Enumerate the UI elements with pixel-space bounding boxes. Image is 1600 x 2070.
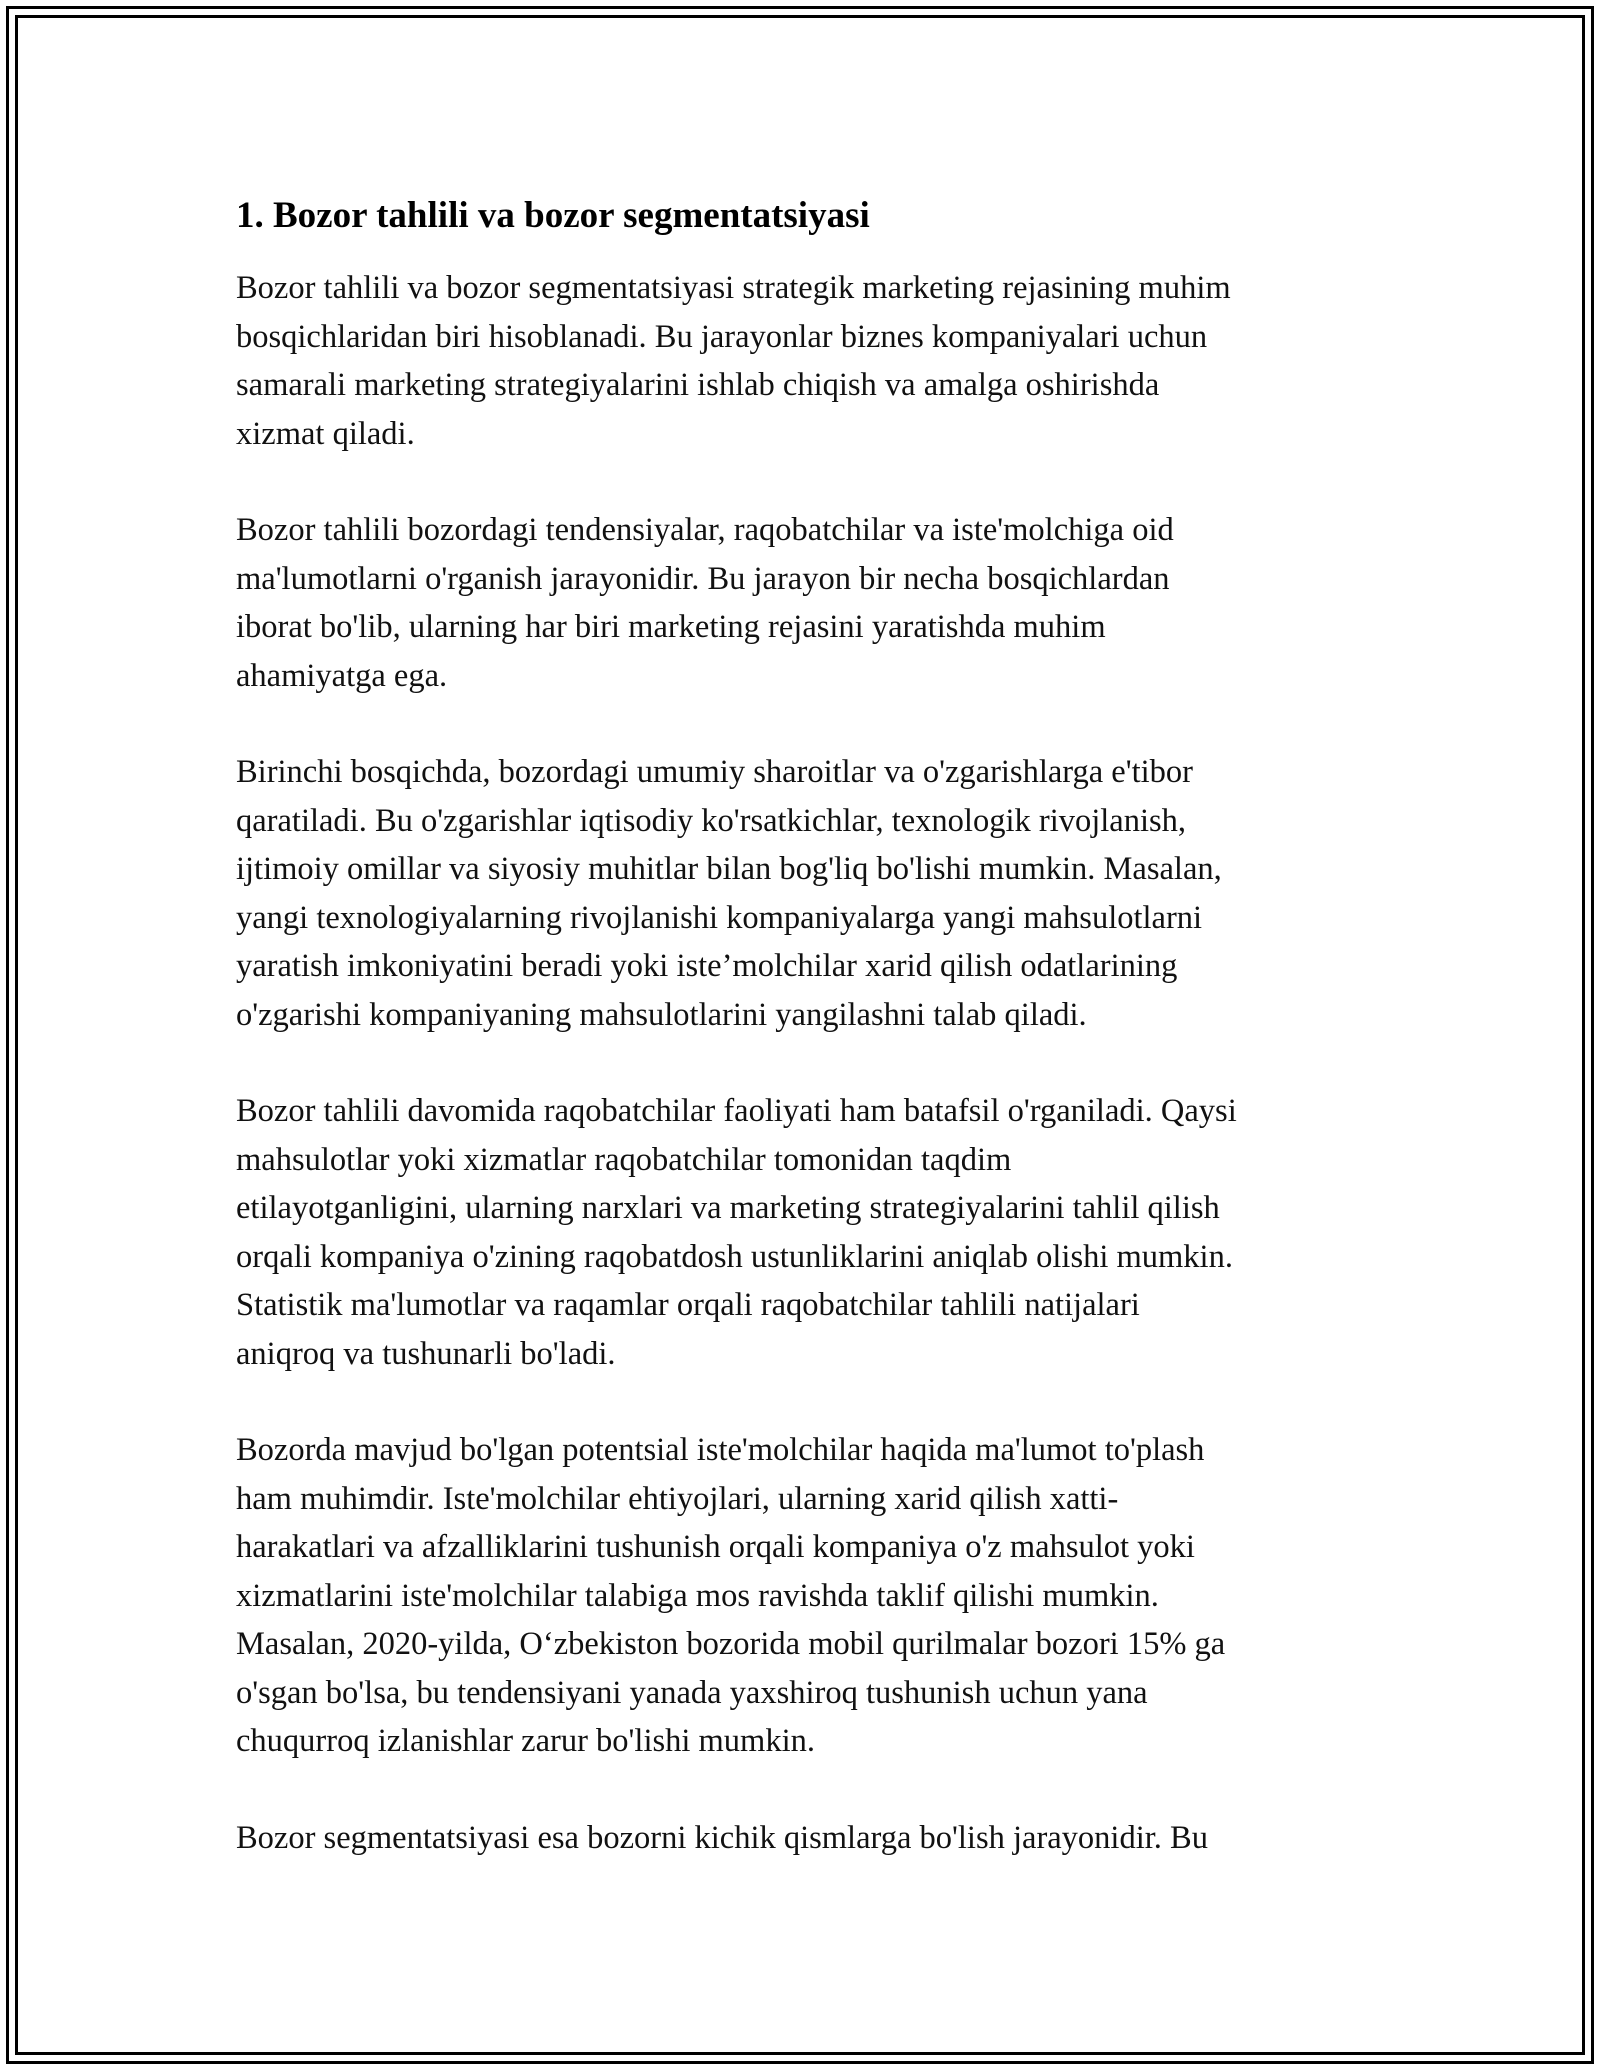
paragraph-line: yangi texnologiyalarning rivojlanishi kompaniyalarga yangi mahsulotlarni bbox=[236, 899, 1203, 936]
paragraph bbox=[236, 1087, 1386, 1378]
paragraph-line: ma'lumotlarni o'rganish jarayonidir. Bu jarayon bir necha bosqichlardan bbox=[236, 560, 1170, 597]
document-body bbox=[236, 188, 1386, 1910]
paragraph-line: Bozor tahlili va bozor segmentatsiyasi strategik marketing rejasining muhim bbox=[236, 270, 1231, 306]
paragraph-line: o'zgarishi kompaniyaning mahsulotlarini yangilashni talab qiladi. bbox=[236, 996, 1087, 1033]
paragraph-line: ahamiyatga ega. bbox=[236, 657, 448, 694]
paragraph-line: etilayotganligini, ularning narxlari va marketing strategiyalarini tahlil qilish bbox=[236, 1190, 1220, 1226]
paragraph-line: bosqichlaridan biri hisoblanadi. Bu jarayonlar biznes kompaniyalari uchun bbox=[236, 318, 1208, 355]
paragraph-line: Bozor segmentatsiyasi esa bozorni kichik qismlarga bo'lish jarayonidir. Bu bbox=[236, 1819, 1208, 1856]
paragraph-line: o'sgan bo'lsa, bu tendensiyani yanada yaxshiroq tushunish uchun yana bbox=[236, 1674, 1148, 1711]
paragraph-line: mahsulotlar yoki xizmatlar raqobatchilar tomonidan taqdim bbox=[236, 1141, 1012, 1178]
paragraph-line: harakatlari va afzalliklarini tushunish orqali kompaniya o'z mahsulot yoki bbox=[236, 1529, 1195, 1565]
paragraph-line: Statistik ma'lumotlar va raqamlar orqali raqobatchilar tahlili natijalari bbox=[236, 1287, 1140, 1323]
paragraph-line: chuqurroq izlanishlar zarur bo'lishi mumkin. bbox=[236, 1723, 815, 1759]
paragraph-line: Bozor tahlili bozordagi tendensiyalar, raqobatchilar va iste'molchiga oid bbox=[236, 512, 1174, 548]
paragraph-line: iborat bo'lib, ularning har biri marketing rejasini yaratishda muhim bbox=[236, 609, 1106, 645]
paragraph-line: yaratish imkoniyatini beradi yoki iste’molchilar xarid qilish odatlarining bbox=[236, 948, 1178, 984]
paragraph-line: xizmat qiladi. bbox=[236, 415, 415, 452]
paragraph-line: qaratiladi. Bu o'zgarishlar iqtisodiy ko'rsatkichlar, texnologik rivojlanish, bbox=[236, 802, 1187, 839]
paragraph-line: xizmatlarini iste'molchilar talabiga mos ravishda taklif qilishi mumkin. bbox=[236, 1577, 1159, 1614]
paragraph bbox=[236, 1814, 1386, 1863]
paragraph bbox=[236, 506, 1386, 700]
paragraph-line: samarali marketing strategiyalarini ishlab chiqish va amalga oshirishda bbox=[236, 367, 1160, 403]
paragraph-line: ijtimoiy omillar va siyosiy muhitlar bilan bog'liq bo'lishi mumkin. Masalan, bbox=[236, 851, 1222, 887]
paragraph bbox=[236, 748, 1386, 1039]
paragraph-line: aniqroq va tushunarli bo'ladi. bbox=[236, 1335, 616, 1372]
paragraph-line: ham muhimdir. Iste'molchilar ehtiyojlari, ularning xarid qilish xatti- bbox=[236, 1480, 1119, 1517]
paragraph-line: Bozor tahlili davomida raqobatchilar faoliyati ham batafsil o'rganiladi. Qaysi bbox=[236, 1093, 1237, 1129]
paragraph bbox=[236, 264, 1386, 458]
paragraph-list bbox=[236, 264, 1386, 1862]
paragraph bbox=[236, 1426, 1386, 1766]
paragraph-line: orqali kompaniya o'zining raqobatdosh ustunliklarini aniqlab olishi mumkin. bbox=[236, 1238, 1233, 1275]
section-heading: 1. Bozor tahlili va bozor segmentatsiyasi bbox=[236, 195, 870, 236]
paragraph-line: Bozorda mavjud bo'lgan potentsial iste'molchilar haqida ma'lumot to'plash bbox=[236, 1432, 1205, 1468]
paragraph-line: Birinchi bosqichda, bozordagi umumiy sharoitlar va o'zgarishlarga e'tibor bbox=[236, 754, 1193, 790]
paragraph-line: Masalan, 2020-yilda, O‘zbekiston bozorida mobil qurilmalar bozori 15% ga bbox=[236, 1626, 1226, 1662]
